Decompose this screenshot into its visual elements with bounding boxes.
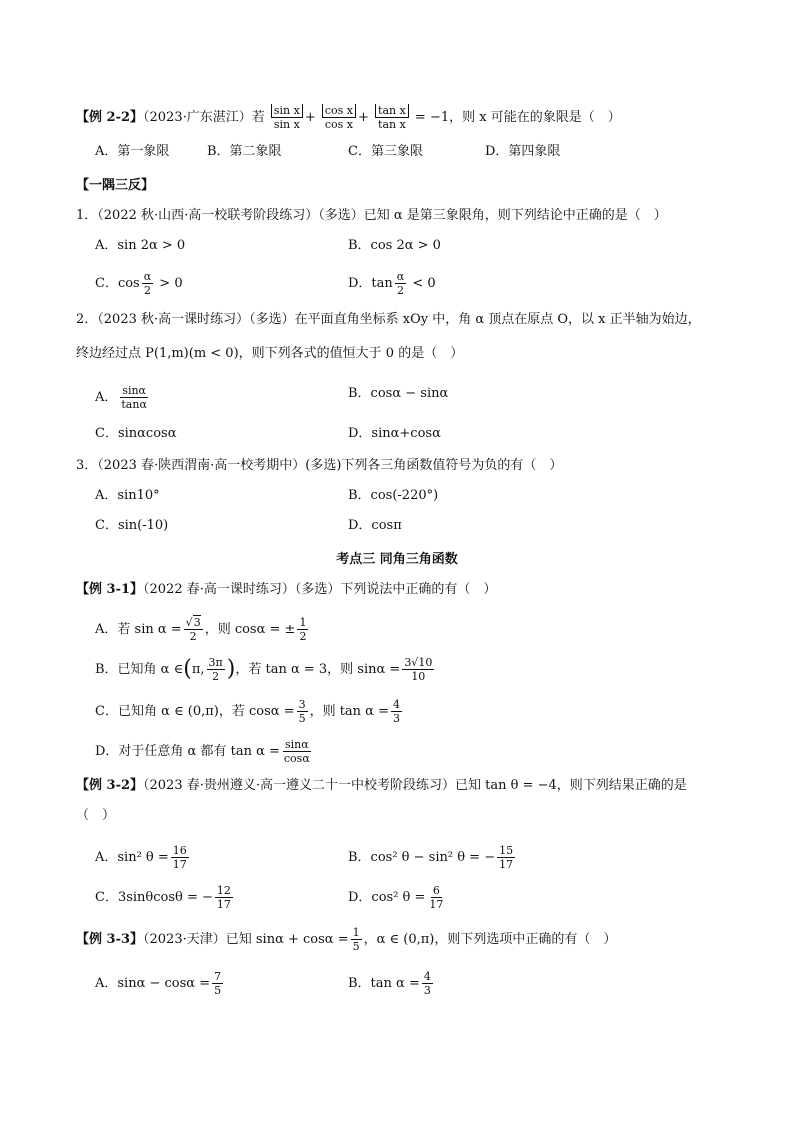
fraction: $\frac{\text{cos x}}{\text{cos x}}$ bbox=[322, 104, 356, 131]
fraction: $\frac{\text{sin x}}{\text{sin x}}$ bbox=[271, 104, 303, 131]
question-2-options-ab: A． $\frac{\sin\alpha}{\tan\alpha}$ B．cosα − sinα bbox=[95, 384, 449, 411]
example-3-3-options-ab: A．sinα − cosα = $\frac{7}{5}$ B．tan α = $\frac{4}{3}$ bbox=[95, 970, 431, 997]
example-tag: 【例 2-2】 bbox=[76, 110, 144, 125]
question-2-options-cd: C．sinαcosα D．sinα+cosα bbox=[95, 426, 441, 441]
example-3-2-stem-cont: （ ） bbox=[76, 808, 116, 823]
fraction: $\frac{\text{tan x}}{\text{tan x}}$ bbox=[375, 104, 409, 131]
example-3-1-option-d: D．对于任意角 α 都有 tan α = $\frac{\sin\alpha}{\cos\alpha}$ bbox=[95, 738, 310, 765]
question-2-stem-cont: 终边经过点 P(1,m)(m < 0)，则下列各式的值恒大于 0 的是（ ） bbox=[76, 346, 464, 361]
section-title: 考点三 同角三角函数 bbox=[336, 552, 458, 567]
example-2-2-stem: 【例 2-2】（2023·广东湛江）若 $\frac{\text{sin x}}{\text{sin x}}$ + $\frac{\text{cos x}}{\text{cos x}}$ + $\frac{\text{tan x}}{\text{tan x}}$ = −1，则 x 可能在的象限是（ ） bbox=[76, 104, 621, 131]
section-yiyu-sanfan: 【一隅三反】 bbox=[76, 178, 155, 193]
example-3-2-stem: 【例 3-2】（2023 春·贵州遵义·高一遵义二十一中校考阶段练习）已知 tan θ = −4，则下列结果正确的是 bbox=[76, 778, 687, 793]
example-3-1-stem: 【例 3-1】（2022 春·高一课时练习）（多选）下列说法中正确的有（ ） bbox=[76, 582, 497, 597]
question-3-options-ab: A．sin10° B．cos(-220°) bbox=[95, 488, 439, 503]
example-3-1-option-c: C．已知角 α ∈ (0,π)，若 cosα = $\frac{3}{5}$ ，则 tan α = $\frac{4}{3}$ bbox=[95, 698, 400, 725]
question-1-options-cd: C．cos $\frac{\alpha}{2}$ > 0 D．tan $\frac{\alpha}{2}$ < 0 bbox=[95, 270, 436, 297]
question-1-stem: 1．（2022 秋·山西·高一校联考阶段练习）（多选）已知 α 是第三象限角，则下列结论中正确的是（ ） bbox=[76, 208, 667, 223]
example-3-3-stem: 【例 3-3】（2023·天津）已知 sinα + cosα = $\frac{1}{5}$ ，α ∈ (0,π)，则下列选项中正确的有（ ） bbox=[76, 926, 617, 953]
question-3-stem: 3．（2023 春·陕西渭南·高一校考期中）(多选)下列各三角函数值符号为负的有（ ） bbox=[76, 458, 563, 473]
example-3-2-options-cd: C．3sinθcosθ = − $\frac{12}{17}$ D．cos² θ = $\frac{6}{17}$ bbox=[95, 884, 444, 911]
example-3-1-option-b: B．已知角 α ∈(π, $\frac{3\pi}{2}$ )，若 tan α = 3，则 sinα = $\frac{3√10}{10}$ bbox=[95, 656, 433, 683]
question-1-options-ab: A．sin 2α > 0 B．cos 2α > 0 bbox=[95, 238, 441, 253]
question-2-stem: 2．（2023 秋·高一课时练习）（多选）在平面直角坐标系 xOy 中，角 α 顶点在原点 O，以 x 正半轴为始边， bbox=[76, 312, 701, 327]
question-3-options-cd: C．sin(-10) D．cosπ bbox=[95, 518, 402, 533]
example-3-1-option-a: A．若 sin α = $\frac{√3}{2}$ ，则 cosα = ± $\frac{1}{2}$ bbox=[95, 616, 307, 643]
example-2-2-options: A．第一象限 B．第二象限 C．第三象限 D．第四象限 bbox=[95, 144, 561, 159]
example-3-2-options-ab: A．sin² θ = $\frac{16}{17}$ B．cos² θ − sin² θ = − $\frac{15}{17}$ bbox=[95, 844, 514, 871]
